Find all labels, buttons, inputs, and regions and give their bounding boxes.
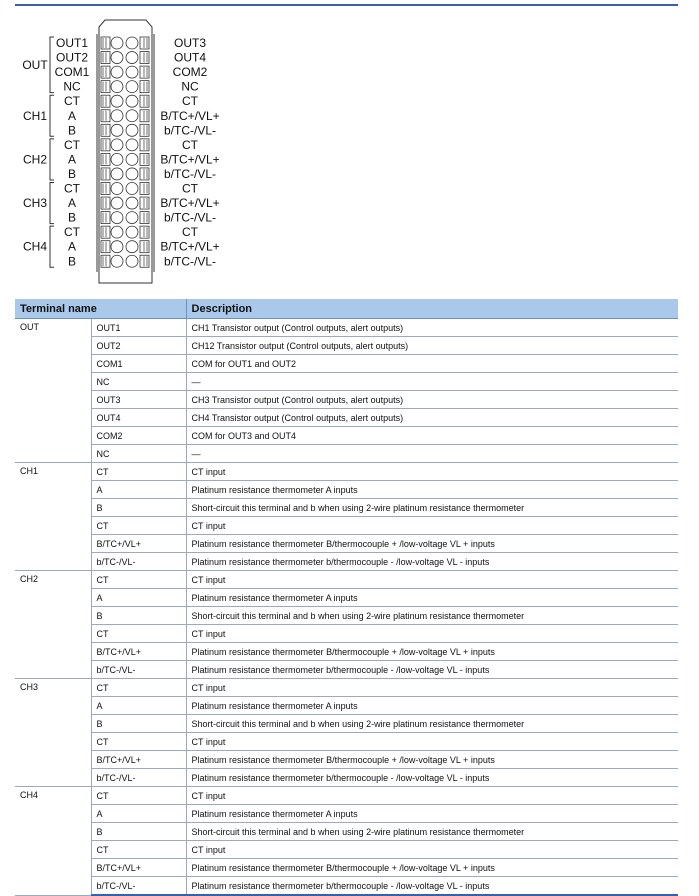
description-cell: Platinum resistance thermometer A inputs xyxy=(186,697,678,715)
terminal-cell: B xyxy=(91,607,186,625)
terminal-block-diagram xyxy=(0,0,699,296)
terminal-screw xyxy=(126,110,138,122)
terminal-cell: OUT2 xyxy=(91,337,186,355)
terminal-screw xyxy=(111,139,123,151)
description-cell: Short-circuit this terminal and b when using 2-wire platinum resistance thermometer xyxy=(186,823,678,841)
terminal-cell: b/TC-/VL- xyxy=(91,877,186,896)
terminal-clamp xyxy=(140,226,149,238)
terminal-clamp xyxy=(140,81,149,93)
terminal-screw xyxy=(111,212,123,224)
table-row xyxy=(15,409,678,427)
table-row xyxy=(15,877,678,896)
description-cell: Platinum resistance thermometer b/thermocouple - /low-voltage VL - inputs xyxy=(186,661,678,679)
terminal-clamp xyxy=(101,153,110,165)
left-terminal-label: B xyxy=(67,123,77,138)
description-cell: Platinum resistance thermometer A inputs xyxy=(186,805,678,823)
description-cell: Short-circuit this terminal and b when using 2-wire platinum resistance thermometer xyxy=(186,499,678,517)
terminal-clamp xyxy=(140,183,149,195)
table-row xyxy=(15,769,678,787)
table-row xyxy=(15,427,678,445)
group-label: OUT xyxy=(22,57,48,72)
right-terminal-label: b/TC-/VL- xyxy=(163,254,217,269)
table-row xyxy=(15,733,678,751)
description-cell: Platinum resistance thermometer A inputs xyxy=(186,589,678,607)
left-terminal-label: CT xyxy=(64,137,80,152)
description-cell: CT input xyxy=(186,463,678,481)
terminal-screw xyxy=(126,255,138,267)
table-row xyxy=(15,643,678,661)
terminal-clamp xyxy=(101,183,110,195)
description-cell: Platinum resistance thermometer b/thermocouple - /low-voltage VL - inputs xyxy=(186,553,678,571)
terminal-cell: B/TC+/VL+ xyxy=(91,751,186,769)
description-cell: — xyxy=(186,373,678,391)
terminal-clamp xyxy=(101,66,110,78)
description-cell: Platinum resistance thermometer B/thermocouple + /low-voltage VL + inputs xyxy=(186,535,678,553)
terminal-clamp xyxy=(140,153,149,165)
group-label: CH1 xyxy=(22,108,48,123)
left-terminal-label: CT xyxy=(64,94,80,109)
description-cell: COM for OUT3 and OUT4 xyxy=(186,427,678,445)
terminal-screw xyxy=(126,153,138,165)
left-terminal-label: OUT2 xyxy=(55,50,89,65)
terminal-cell: CT xyxy=(91,679,186,697)
terminal-screw xyxy=(111,183,123,195)
right-terminal-label: B/TC+/VL+ xyxy=(160,152,220,167)
table-row xyxy=(15,589,678,607)
table-row xyxy=(15,337,678,355)
right-terminal-label: B/TC+/VL+ xyxy=(160,239,220,254)
table-row xyxy=(15,463,678,481)
terminal-screw xyxy=(126,37,138,49)
right-terminal-label: CT xyxy=(182,137,198,152)
terminal-cell: B/TC+/VL+ xyxy=(91,643,186,661)
terminal-clamp xyxy=(101,110,110,122)
terminal-cell: B/TC+/VL+ xyxy=(91,859,186,877)
terminal-clamp xyxy=(140,110,149,122)
table-row xyxy=(15,319,678,337)
table-row xyxy=(15,607,678,625)
terminal-screw xyxy=(126,168,138,180)
terminal-screw xyxy=(111,226,123,238)
terminal-clamp xyxy=(101,255,110,267)
right-terminal-label: b/TC-/VL- xyxy=(163,166,217,181)
table-row xyxy=(15,535,678,553)
table-row xyxy=(15,553,678,571)
group-bracket xyxy=(50,226,54,267)
left-terminal-label: A xyxy=(67,196,77,211)
terminal-cell: OUT3 xyxy=(91,391,186,409)
group-bracket xyxy=(50,139,54,180)
terminal-screw xyxy=(111,81,123,93)
description-cell: Platinum resistance thermometer B/thermocouple + /low-voltage VL + inputs xyxy=(186,643,678,661)
terminal-clamp xyxy=(140,37,149,49)
table-row xyxy=(15,445,678,463)
terminal-screw xyxy=(111,110,123,122)
right-terminal-label: OUT3 xyxy=(173,36,207,50)
table-row xyxy=(15,499,678,517)
description-cell: Platinum resistance thermometer b/thermocouple - /low-voltage VL - inputs xyxy=(186,877,678,896)
terminal-screw xyxy=(126,139,138,151)
terminal-clamp xyxy=(140,168,149,180)
terminal-clamp xyxy=(140,95,149,107)
description-cell: CT input xyxy=(186,571,678,589)
left-terminal-label: OUT1 xyxy=(55,36,89,50)
table-row xyxy=(15,841,678,859)
terminal-cell: b/TC-/VL- xyxy=(91,769,186,787)
terminal-screw xyxy=(111,66,123,78)
description-cell: Platinum resistance thermometer B/thermocouple + /low-voltage VL + inputs xyxy=(186,751,678,769)
left-terminal-label: CT xyxy=(64,225,80,240)
terminal-clamp xyxy=(101,124,110,136)
terminal-cell: B xyxy=(91,715,186,733)
group-name-cell: OUT xyxy=(15,319,91,463)
terminal-clamp xyxy=(140,52,149,64)
left-terminal-label: B xyxy=(67,166,77,181)
group-label: CH2 xyxy=(22,152,48,167)
right-terminal-label: B/TC+/VL+ xyxy=(160,108,220,123)
description-cell: CH1 Transistor output (Control outputs, alert outputs) xyxy=(186,319,678,337)
table-header-row xyxy=(15,299,678,319)
terminal-clamp xyxy=(140,66,149,78)
terminal-cell: OUT1 xyxy=(91,319,186,337)
table-row xyxy=(15,373,678,391)
terminal-cell: A xyxy=(91,589,186,607)
description-cell: Platinum resistance thermometer b/thermocouple - /low-voltage VL - inputs xyxy=(186,769,678,787)
table-row xyxy=(15,625,678,643)
terminal-screw xyxy=(126,66,138,78)
description-cell: CT input xyxy=(186,679,678,697)
description-cell: CH3 Transistor output (Control outputs, alert outputs) xyxy=(186,391,678,409)
terminal-screw xyxy=(111,255,123,267)
terminal-clamp xyxy=(140,212,149,224)
terminal-screw xyxy=(126,197,138,209)
terminal-cell: B xyxy=(91,499,186,517)
right-terminal-label: b/TC-/VL- xyxy=(163,210,217,225)
description-cell: CT input xyxy=(186,517,678,535)
table-row xyxy=(15,751,678,769)
table-row xyxy=(15,355,678,373)
group-bracket xyxy=(50,95,54,136)
right-terminal-label: b/TC-/VL- xyxy=(163,123,217,138)
terminal-cell: CT xyxy=(91,571,186,589)
terminal-screw xyxy=(126,95,138,107)
terminal-screw xyxy=(111,37,123,49)
terminal-cell: A xyxy=(91,481,186,499)
terminal-cell: CT xyxy=(91,841,186,859)
table-row xyxy=(15,391,678,409)
terminal-screw xyxy=(126,183,138,195)
terminal-cell: COM2 xyxy=(91,427,186,445)
terminal-clamp xyxy=(140,241,149,253)
terminal-cell: CT xyxy=(91,517,186,535)
terminal-clamp xyxy=(101,168,110,180)
terminal-screw xyxy=(111,197,123,209)
terminal-clamp xyxy=(101,81,110,93)
right-terminal-label: NC xyxy=(181,79,199,94)
table-row xyxy=(15,571,678,589)
left-terminal-label: CT xyxy=(64,181,80,196)
description-cell: CT input xyxy=(186,787,678,805)
terminal-screw xyxy=(111,153,123,165)
terminal-screw xyxy=(126,81,138,93)
terminal-screw xyxy=(126,226,138,238)
terminal-cell: CT xyxy=(91,463,186,481)
terminal-cell: CT xyxy=(91,787,186,805)
description-cell: — xyxy=(186,445,678,463)
table-row xyxy=(15,661,678,679)
terminal-cell: B/TC+/VL+ xyxy=(91,535,186,553)
group-name-cell: CH4 xyxy=(15,787,91,896)
table-row xyxy=(15,481,678,499)
description-cell: Platinum resistance thermometer A inputs xyxy=(186,481,678,499)
right-terminal-label: CT xyxy=(182,94,198,109)
description-cell: CH12 Transistor output (Control outputs, alert outputs) xyxy=(186,337,678,355)
terminal-cell: CT xyxy=(91,625,186,643)
terminal-clamp xyxy=(101,197,110,209)
terminal-screw xyxy=(111,241,123,253)
description-cell: COM for OUT1 and OUT2 xyxy=(186,355,678,373)
terminal-clamp xyxy=(101,95,110,107)
description-cell: Short-circuit this terminal and b when using 2-wire platinum resistance thermometer xyxy=(186,715,678,733)
description-cell: CT input xyxy=(186,841,678,859)
right-terminal-label: B/TC+/VL+ xyxy=(160,196,220,211)
left-terminal-label: A xyxy=(67,152,77,167)
group-name-cell: CH1 xyxy=(15,463,91,571)
terminal-cell: CT xyxy=(91,733,186,751)
terminal-clamp xyxy=(140,197,149,209)
terminal-screw xyxy=(111,168,123,180)
terminal-screw xyxy=(111,124,123,136)
terminal-clamp xyxy=(101,226,110,238)
right-terminal-label: CT xyxy=(182,225,198,240)
terminal-clamp xyxy=(140,139,149,151)
terminal-clamp xyxy=(101,241,110,253)
terminal-screw xyxy=(111,52,123,64)
terminal-cell: COM1 xyxy=(91,355,186,373)
terminal-cell: NC xyxy=(91,373,186,391)
terminal-cell: NC xyxy=(91,445,186,463)
left-terminal-label: A xyxy=(67,239,77,254)
group-name-cell: CH2 xyxy=(15,571,91,679)
description-cell: CT input xyxy=(186,625,678,643)
table-row xyxy=(15,679,678,697)
group-label: CH4 xyxy=(22,239,48,254)
table-row xyxy=(15,697,678,715)
left-terminal-label: B xyxy=(67,210,77,225)
header-description: Description xyxy=(186,299,678,319)
description-cell: CT input xyxy=(186,733,678,751)
terminal-table xyxy=(15,299,678,896)
terminal-screw xyxy=(126,241,138,253)
terminal-clamp xyxy=(140,124,149,136)
terminal-cell: B xyxy=(91,823,186,841)
terminal-cell: b/TC-/VL- xyxy=(91,553,186,571)
terminal-screw xyxy=(126,52,138,64)
terminal-clamp xyxy=(101,212,110,224)
right-terminal-label: COM2 xyxy=(172,65,208,80)
description-cell: CH4 Transistor output (Control outputs, alert outputs) xyxy=(186,409,678,427)
terminal-screw xyxy=(111,95,123,107)
group-bracket xyxy=(50,183,54,224)
right-terminal-label: CT xyxy=(182,181,198,196)
terminal-cell: A xyxy=(91,697,186,715)
terminal-clamp xyxy=(101,52,110,64)
group-bracket xyxy=(50,37,54,93)
table-row xyxy=(15,823,678,841)
left-terminal-label: COM1 xyxy=(54,65,90,80)
left-terminal-label: B xyxy=(67,254,77,269)
terminal-cell: A xyxy=(91,805,186,823)
description-cell: Platinum resistance thermometer B/thermocouple + /low-voltage VL + inputs xyxy=(186,859,678,877)
terminal-screw xyxy=(126,212,138,224)
terminal-clamp xyxy=(101,139,110,151)
description-cell: Short-circuit this terminal and b when using 2-wire platinum resistance thermometer xyxy=(186,607,678,625)
terminal-cell: OUT4 xyxy=(91,409,186,427)
terminal-screw xyxy=(126,124,138,136)
terminal-clamp xyxy=(101,37,110,49)
group-name-cell: CH3 xyxy=(15,679,91,787)
right-terminal-label: OUT4 xyxy=(173,50,207,65)
table-row xyxy=(15,715,678,733)
table-row xyxy=(15,805,678,823)
left-terminal-label: A xyxy=(67,108,77,123)
table-row xyxy=(15,517,678,535)
header-terminal-name: Terminal name xyxy=(15,299,186,319)
terminal-clamp xyxy=(140,255,149,267)
table-row xyxy=(15,787,678,805)
table-row xyxy=(15,859,678,877)
group-label: CH3 xyxy=(22,196,48,211)
terminal-cell: b/TC-/VL- xyxy=(91,661,186,679)
left-terminal-label: NC xyxy=(63,79,81,94)
